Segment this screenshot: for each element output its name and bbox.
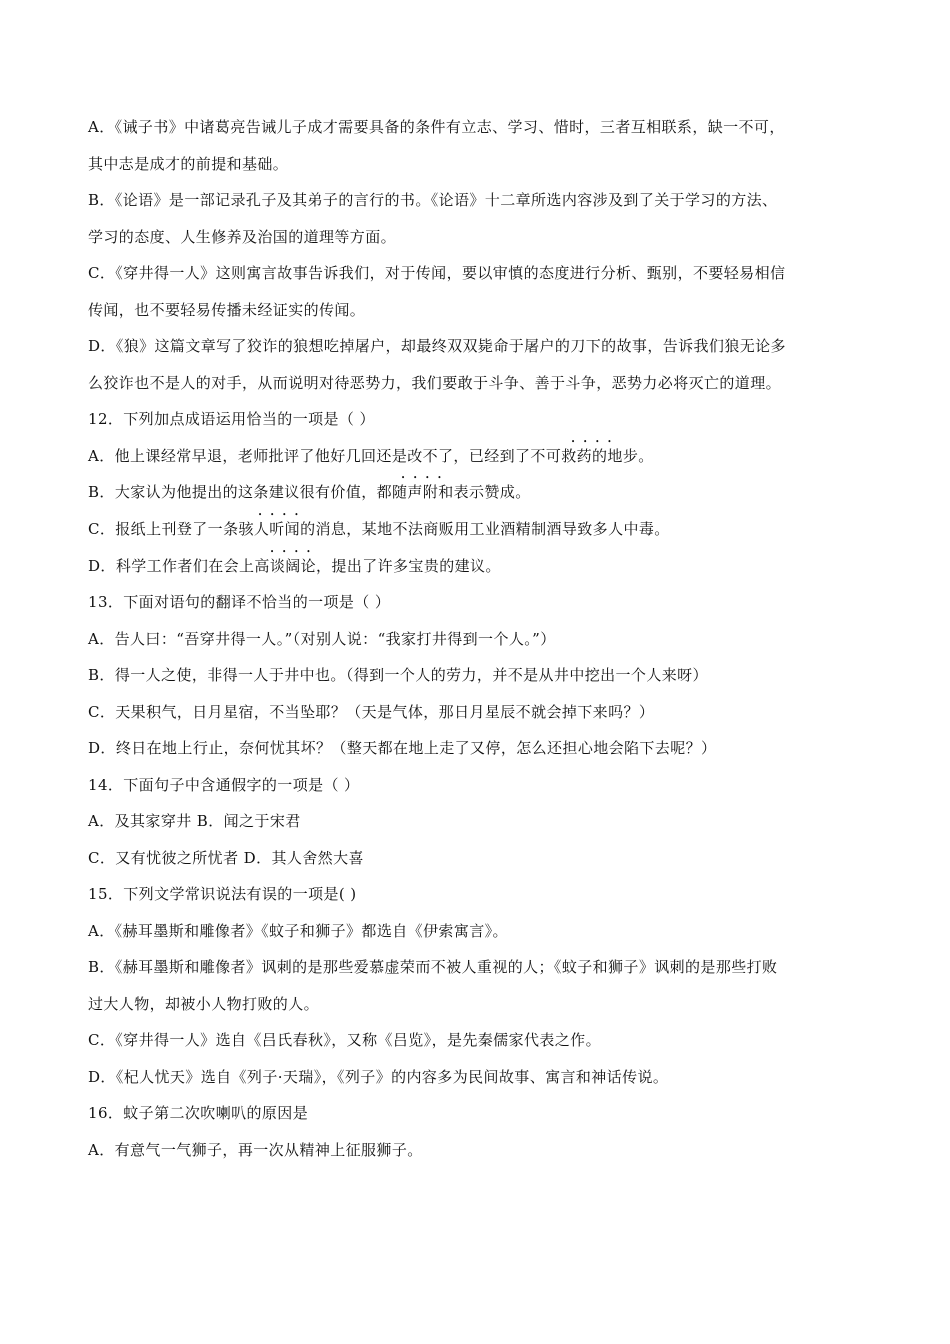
option-c: C．《穿井得一人》选自《吕氏春秋》，又称《吕览》，是先秦儒家代表之作。 bbox=[88, 1031, 601, 1049]
text-line: B．《论语》是一部记录孔子及其弟子的言行的书。《论语》十二章所选内容涉及到了关于学习的方法、 bbox=[88, 191, 778, 209]
text-line: 过大人物，却被小人物打败的人。 bbox=[88, 995, 320, 1013]
options-ab: A．及其家穿井 B．闻之于宋君 bbox=[88, 812, 301, 830]
option-a: A．《赫耳墨斯和雕像者》《蚊子和狮子》都选自《伊索寓言》。 bbox=[88, 922, 508, 940]
option-c: C．报纸上刊登了一条骇人听闻的消息，某地不法商贩用工业酒精制酒导致多人中毒。 bbox=[88, 520, 670, 538]
option-b: B．大家认为他提出的这条建议很有价值，都随声附和表示赞成。 bbox=[88, 483, 531, 501]
emphasis-dots: •••• bbox=[401, 474, 450, 482]
option-d: D．科学工作者们在会上高谈阔论，提出了许多宝贵的建议。 bbox=[88, 557, 501, 575]
text-line: 么狡诈也不是人的对手，从而说明对待恶势力，我们要敢于斗争、善于斗争，恶势力必将灭亡的道理。 bbox=[88, 374, 782, 392]
text-line: A．《诫子书》中诸葛亮告诫儿子成才需要具备的条件有立志、学习、惜时，三者互相联系，缺一不可， bbox=[88, 118, 785, 136]
option-c: C．天果积气，日月星宿，不当坠耶？（天是气体，那日月星辰不就会掉下来吗？） bbox=[88, 703, 655, 721]
option-b: B．《赫耳墨斯和雕像者》讽刺的是那些爱慕虚荣而不被人重视的人；《蚊子和狮子》讽刺的是那些打败 bbox=[88, 958, 778, 976]
option-d: D．《杞人忧天》选自《列子·天瑞》，《列子》的内容多为民间故事、寓言和神话传说。 bbox=[88, 1068, 669, 1086]
question-16: 16．蚊子第二次吹喇叭的原因是 bbox=[88, 1104, 309, 1122]
emphasis-dots: •••• bbox=[258, 511, 307, 519]
question-14: 14．下面句子中含通假字的一项是（ ） bbox=[88, 776, 360, 794]
option-a: A．告人曰：“吾穿井得一人。”（对别人说：“我家打井得到一个人。”） bbox=[88, 630, 556, 648]
question-12: 12．下列加点成语运用恰当的一项是（ ） bbox=[88, 410, 375, 428]
text-line: 其中志是成才的前提和基础。 bbox=[88, 155, 289, 173]
emphasis-dots: •••• bbox=[270, 548, 319, 556]
question-13: 13．下面对语句的翻译不恰当的一项是（ ） bbox=[88, 593, 391, 611]
option-d: D．终日在地上行止，奈何忧其坏？（整天都在地上走了又停，怎么还担心地会陷下去呢？） bbox=[88, 739, 717, 757]
options-cd: C．又有忧彼之所忧者 D．其人舍然大喜 bbox=[88, 849, 364, 867]
text-line: C．《穿井得一人》这则寓言故事告诉我们，对于传闻，要以审慎的态度进行分析、甄别，不要轻易相信 bbox=[88, 264, 786, 282]
option-b: B．得一人之使，非得一人于井中也。（得到一个人的劳力，并不是从井中挖出一个人来呀） bbox=[88, 666, 708, 684]
option-a: A．他上课经常早退，老师批评了他好几回还是改不了，已经到了不可救药的地步。 bbox=[88, 447, 654, 465]
question-15: 15．下列文学常识说法有误的一项是( ) bbox=[88, 885, 357, 903]
text-line: 传闻，也不要轻易传播未经证实的传闻。 bbox=[88, 301, 366, 319]
text-line: 学习的态度、人生修养及治国的道理等方面。 bbox=[88, 228, 397, 246]
text-line: D．《狼》这篇文章写了狡诈的狼想吃掉屠户，却最终双双毙命于屠户的刀下的故事，告诉我们狼无论多 bbox=[88, 337, 786, 355]
emphasis-dots: •••• bbox=[571, 438, 620, 446]
option-a: A．有意气一气狮子，再一次从精神上征服狮子。 bbox=[88, 1141, 423, 1159]
